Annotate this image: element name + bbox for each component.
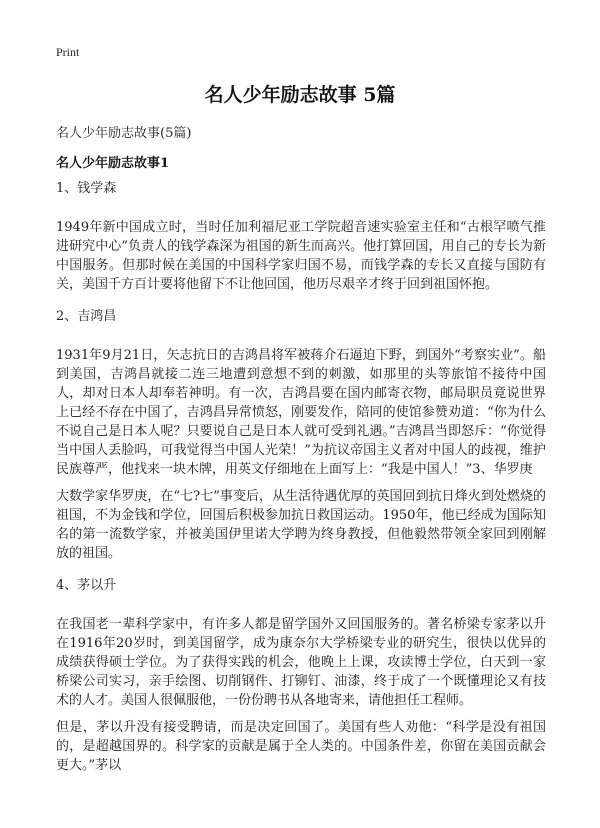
- story-paragraph-hua-luogeng: 大数学家华罗庚，在“七?七”事变后，从生活待遇优厚的英国回到抗日烽火到处燃烧的祖国，不为金钱和学位，回国后积极参加抗日救国运动。1950年，他已经成为国际知名的第一流数学家，并被美国伊里诺大学聘为终身教授，但他毅然带领全家回到刚解放的祖国。: [56, 489, 546, 561]
- story-heading-qian-xuesen: 1、钱学森: [56, 181, 117, 196]
- story-heading-ji-hongchang: 2、吉鸿昌: [56, 309, 117, 324]
- document-subtitle: 名人少年励志故事(5篇): [56, 126, 192, 141]
- story-paragraph: 1931年9月21日，矢志抗日的吉鸿昌将军被蒋介石逼迫下野，到国外“考察实业”。船到美国，吉鸿昌就接二连三地遭到意想不到的刺激，如那里的头等旅馆不接待中国人，却对日本人却奉若神明。有一次，吉鸿昌要在国内邮寄衣物，邮局职员竟说世界上已经不存在中国了，吉鸿昌异常愤怒，刚要发作，陪同的使馆参赞劝道：“你为什么不说自己是日本人呢？只要说自己是日本人就可受到礼遇。”吉鸿昌当即怒斥：“你觉得当中国人丢脸吗，可我觉得当中国人光荣！”为抗议帝国主义者对中国人的歧视，维护民族尊严，他找来一块木牌，用英文仔细地在上面写上：“我是中国人！”3、华罗庚: [56, 348, 546, 477]
- document-title: 名人少年励志故事 5篇: [204, 84, 396, 106]
- document-content: [56, 180, 546, 775]
- story-paragraph: 但是，茅以升没有接受聘请，而是决定回国了。美国有些人劝他：“科学是没有祖国的，是超越国界的。科学家的贡献是属于全人类的。中国条件差，你留在美国贡献会更大。”茅以: [56, 720, 546, 773]
- story-paragraph: 在我国老一辈科学家中，有许多人都是留学国外又回国服务的。著名桥梁专家茅以升在1916年20岁时，到美国留学，成为康奈尔大学桥梁专业的研究生，很快以优异的成绩获得硕士学位。为了获得实践的机会，他晚上上课，攻读博士学位，白天到一家桥梁公司实习，亲手绘图、切削钢件、打铆钉、油漆，终于成了一个既懂理论又有技术的人才。美国人很佩服他，一份份聘书从各地寄来，请他担任工程师。: [56, 617, 546, 708]
- print-label[interactable]: Print: [56, 45, 80, 59]
- story-paragraph: 1949年新中国成立时，当时任加利福尼亚工学院超音速实验室主任和“古根罕喷气推进研究中心”负责人的钱学森深为祖国的新生而高兴。他打算回国，用自己的专长为新中国服务。但那时候在美国的中国科学家归国不易，而钱学森的专长又直接与国防有关，美国千方百计要将他留下不让他回国，他历尽艰辛才终于回到祖国怀抱。: [56, 220, 546, 292]
- section-title: 名人少年励志故事1: [56, 156, 170, 171]
- story-heading-mao-yisheng: 4、茅以升: [56, 578, 117, 593]
